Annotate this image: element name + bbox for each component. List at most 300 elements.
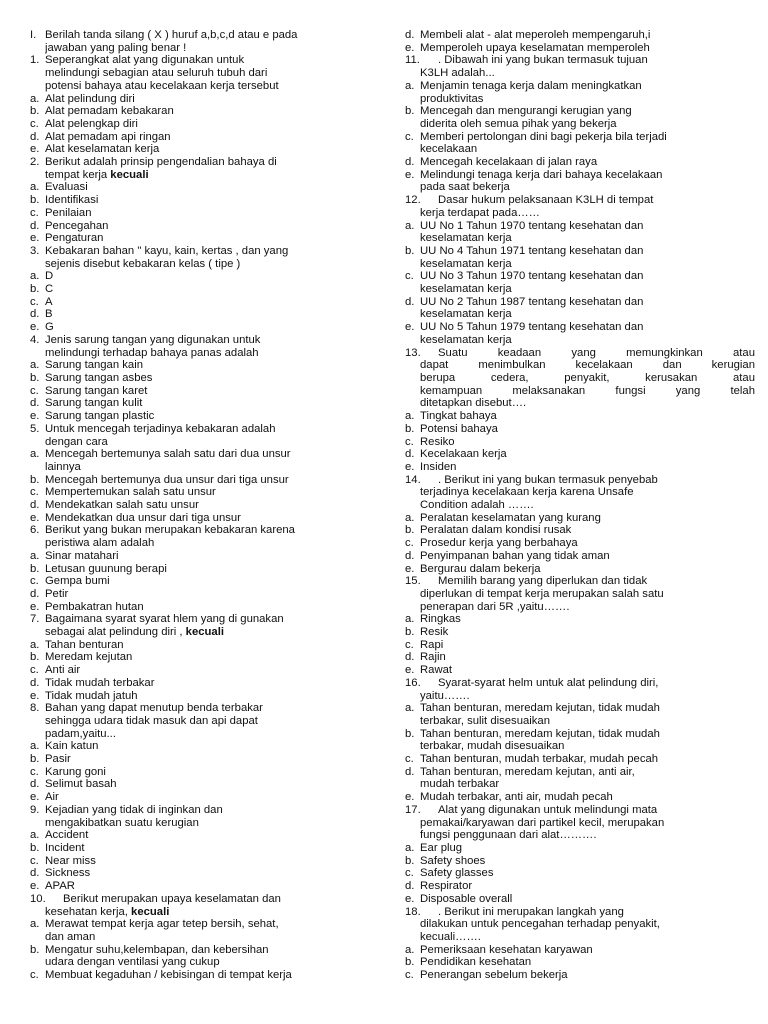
line-text <box>45 245 386 258</box>
line-text <box>438 194 755 207</box>
line-text <box>45 804 386 817</box>
continuation-line <box>405 359 755 372</box>
line-text <box>420 232 755 245</box>
question-line <box>30 54 386 67</box>
text-segment: Memilih barang yang diperlukan dan tidak <box>438 575 648 588</box>
answer-option <box>30 93 386 106</box>
line-text <box>420 258 755 271</box>
option-letter: b. <box>405 626 415 639</box>
text-segment: Resik <box>420 626 449 639</box>
option-letter: e. <box>405 664 415 677</box>
line-text <box>420 29 755 42</box>
line-text <box>45 347 386 360</box>
text-segment: dilakukan untuk pencegahan terhadap penyakit, <box>420 918 660 931</box>
question-number: 17. <box>405 803 421 816</box>
option-letter: d. <box>30 130 40 143</box>
text-segment: pada saat bekerja <box>420 181 510 194</box>
option-letter: b. <box>30 753 40 766</box>
text-segment: Memperoleh upaya keselamatan memperoleh <box>420 41 650 54</box>
option-letter: d. <box>30 499 40 512</box>
text-segment: Petir <box>45 587 69 600</box>
answer-option <box>30 296 386 309</box>
line-text <box>45 474 386 487</box>
text-segment: Rajin <box>420 651 446 664</box>
text-segment: tempat kerja <box>45 168 108 181</box>
line-text <box>438 804 755 817</box>
line-text <box>45 639 386 652</box>
line-text <box>420 436 755 449</box>
line-text <box>45 80 386 93</box>
line-text <box>45 423 386 436</box>
right-column <box>405 29 755 982</box>
answer-option <box>405 651 755 664</box>
option-letter: d. <box>405 295 415 308</box>
text-segment: Tingkat bahaya <box>420 410 497 423</box>
option-letter: c. <box>405 270 414 283</box>
line-text <box>438 575 755 588</box>
line-text <box>45 93 386 106</box>
line-text <box>45 944 386 957</box>
text-segment: Sickness <box>45 867 91 880</box>
line-text <box>420 524 755 537</box>
question-line <box>405 474 755 487</box>
text-segment: Sarung tangan kain <box>45 359 143 372</box>
option-letter: a. <box>405 511 415 524</box>
text-segment: K3LH adalah... <box>420 67 495 80</box>
option-letter: b. <box>30 842 40 854</box>
line-text <box>45 321 386 334</box>
line-text <box>420 867 755 880</box>
continuation-line <box>405 181 755 194</box>
answer-option <box>405 80 755 93</box>
question-line <box>405 906 755 919</box>
answer-option <box>30 740 386 753</box>
text-segment: Untuk mencegah terjadinya kebakaran adalah <box>45 422 276 435</box>
question-line <box>405 804 755 817</box>
line-text <box>420 969 755 982</box>
line-text <box>45 601 386 614</box>
answer-option <box>30 474 386 487</box>
continuation-line <box>405 385 755 398</box>
question-line <box>30 893 386 906</box>
line-text <box>420 918 755 931</box>
continuation-line <box>30 931 386 944</box>
answer-option <box>405 321 755 334</box>
answer-option <box>30 677 386 690</box>
text-segment: Meredam kejutan <box>45 651 133 664</box>
text-segment: Pemeriksaan kesehatan karyawan <box>420 943 593 956</box>
answer-option <box>405 461 755 474</box>
line-text <box>45 690 386 703</box>
text-segment: Tahan benturan, mudah terbakar, mudah pecah <box>420 753 659 766</box>
line-text <box>45 461 386 474</box>
line-text <box>420 283 755 296</box>
question-number: 7. <box>30 613 40 626</box>
text-segment: mudah terbakar <box>420 778 500 791</box>
line-text <box>420 321 755 334</box>
answer-option <box>30 220 386 233</box>
answer-option <box>30 944 386 957</box>
option-letter: a. <box>405 702 415 715</box>
answer-option <box>405 220 755 233</box>
question-line <box>30 702 386 715</box>
continuation-line <box>30 67 386 80</box>
text-segment: keselamatan kerja <box>420 257 512 270</box>
question-number: 9. <box>30 803 40 816</box>
text-segment: UU No 2 Tahun 1987 tentang kesehatan dan <box>420 295 644 308</box>
line-text <box>420 410 755 423</box>
line-text <box>420 105 755 118</box>
continuation-line <box>30 42 386 55</box>
line-text <box>420 334 755 347</box>
line-text <box>420 181 755 194</box>
line-text <box>45 906 386 919</box>
answer-option <box>30 118 386 131</box>
text-segment: UU No 4 Tahun 1971 tentang kesehatan dan <box>420 244 644 257</box>
line-text <box>420 499 755 512</box>
answer-option <box>30 575 386 588</box>
text-segment: UU No 5 Tahun 1979 tentang kesehatan dan <box>420 321 644 334</box>
text-segment: Tahan benturan, meredam kejutan, tidak mudah <box>420 727 660 740</box>
continuation-line <box>405 93 755 106</box>
line-text <box>420 296 755 309</box>
answer-option <box>30 550 386 563</box>
line-text <box>420 397 755 410</box>
text-segment: lainnya <box>45 460 81 473</box>
continuation-line <box>30 461 386 474</box>
text-segment: Tidak mudah terbakar <box>45 676 155 689</box>
continuation-line <box>405 588 755 601</box>
answer-option <box>30 829 386 842</box>
text-segment: . Berikut ini merupakan langkah yang <box>438 905 624 918</box>
option-letter: e. <box>405 168 415 181</box>
text-segment: terbakar, mudah disesuaikan <box>420 740 565 753</box>
text-segment: Sarung tangan asbes <box>45 371 153 384</box>
option-letter: d. <box>30 397 40 410</box>
line-text <box>420 93 755 106</box>
answer-option <box>405 537 755 550</box>
continuation-line <box>30 728 386 741</box>
option-letter: b. <box>30 473 40 486</box>
answer-option <box>30 918 386 931</box>
text-segment: Berikut yang bukan merupakan kebakaran karena <box>45 524 295 537</box>
option-letter: d. <box>30 308 40 321</box>
text-segment: Penerangan sebelum bekerja <box>420 969 568 982</box>
answer-option <box>30 372 386 385</box>
option-letter: b. <box>30 562 40 575</box>
text-segment: . Berikut ini yang bukan termasuk penyebab <box>438 473 658 486</box>
text-segment: Prosedur kerja yang berbahaya <box>420 537 578 550</box>
answer-option <box>30 601 386 614</box>
text-segment: diderita oleh semua pihak yang bekerja <box>420 117 617 130</box>
line-text <box>45 817 386 830</box>
text-segment: Incident <box>45 842 85 854</box>
line-text <box>45 448 386 461</box>
continuation-line <box>405 67 755 80</box>
option-letter: c. <box>30 854 39 867</box>
question-number: 16. <box>405 676 421 689</box>
text-segment: Pendidikan kesehatan <box>420 956 532 969</box>
text-segment: Rawat <box>420 664 453 677</box>
option-letter: e. <box>30 143 40 156</box>
text-segment: UU No 1 Tahun 1970 tentang kesehatan dan <box>420 219 644 232</box>
text-segment: Pencegahan <box>45 219 109 232</box>
option-letter: b. <box>30 194 40 207</box>
text-segment: UU No 3 Tahun 1970 tentang kesehatan dan <box>420 270 644 283</box>
option-letter: a. <box>30 448 40 461</box>
answer-option <box>405 753 755 766</box>
question-number: 13. <box>405 346 421 359</box>
line-text <box>420 220 755 233</box>
text-segment: Berilah tanda silang ( X ) huruf a,b,c,d atau e pada <box>45 29 298 41</box>
line-text <box>45 143 386 156</box>
text-segment: keselamatan kerja <box>420 283 512 296</box>
text-segment: Melindungi tenaga kerja dari bahaya kecelakaan <box>420 168 663 181</box>
line-text <box>45 220 386 233</box>
option-letter: d. <box>405 156 415 169</box>
line-text <box>45 512 386 525</box>
answer-option <box>405 626 755 639</box>
option-letter: e. <box>30 880 40 893</box>
line-text <box>45 436 386 449</box>
line-text <box>420 829 755 842</box>
answer-option <box>405 855 755 868</box>
text-segment: Mendekatkan dua unsur dari tiga unsur <box>45 511 241 524</box>
text-segment: kesehatan kerja, <box>45 905 128 918</box>
answer-option <box>30 448 386 461</box>
text-segment: Sinar matahari <box>45 549 119 562</box>
answer-option <box>405 105 755 118</box>
text-segment: Mengatur suhu,kelembapan, dan kebersihan <box>45 943 269 956</box>
text-segment: yaitu……. <box>420 689 470 702</box>
answer-option <box>30 690 386 703</box>
line-text <box>420 817 755 830</box>
line-text <box>45 740 386 753</box>
answer-option <box>30 181 386 194</box>
question-line <box>30 804 386 817</box>
answer-option <box>405 728 755 741</box>
continuation-line <box>405 397 755 410</box>
question-line <box>405 677 755 690</box>
option-letter: d. <box>405 880 415 893</box>
text-segment: APAR <box>45 880 75 893</box>
option-letter: d. <box>405 651 415 664</box>
text-segment: Peralatan keselamatan yang kurang <box>420 511 601 524</box>
answer-option <box>405 245 755 258</box>
continuation-line <box>405 372 755 385</box>
line-text <box>45 385 386 398</box>
line-text <box>45 626 386 639</box>
question-number: 15. <box>405 575 421 588</box>
option-letter: a. <box>30 181 40 194</box>
text-segment: Respirator <box>420 880 473 893</box>
option-letter: e. <box>30 321 40 334</box>
line-text <box>45 486 386 499</box>
text-segment: Alat pelengkap diri <box>45 117 138 130</box>
text-segment: peristiwa alam adalah <box>45 537 155 550</box>
answer-option <box>30 359 386 372</box>
answer-option <box>30 270 386 283</box>
line-text <box>45 880 386 893</box>
text-segment: produktivitas <box>420 92 484 105</box>
question-line <box>30 524 386 537</box>
text-segment: fungsi penggunaan dari alat………. <box>420 829 597 842</box>
option-letter: c. <box>30 765 39 778</box>
line-text <box>438 906 755 919</box>
question-number: 3. <box>30 244 40 257</box>
text-segment: Kebakaran bahan " kayu, kain, kertas , dan yang <box>45 244 289 257</box>
answer-option <box>405 512 755 525</box>
line-text <box>45 715 386 728</box>
line-text <box>420 550 755 563</box>
question-line <box>30 423 386 436</box>
line-text <box>420 563 755 576</box>
text-segment: Alat yang digunakan untuk melindungi mata <box>438 803 658 816</box>
continuation-line <box>405 829 755 842</box>
answer-option <box>405 423 755 436</box>
answer-option <box>405 42 755 55</box>
option-letter: e. <box>405 41 415 54</box>
option-letter: e. <box>405 460 415 473</box>
text-segment: Bahan yang dapat menutup benda terbakar <box>45 702 263 715</box>
text-segment: mengakibatkan suatu kerugian <box>45 816 199 829</box>
text-segment: C <box>45 283 54 296</box>
answer-option <box>405 550 755 563</box>
answer-option <box>30 486 386 499</box>
option-letter: d. <box>405 29 415 41</box>
text-segment: kecuali……. <box>420 930 481 943</box>
option-letter: c. <box>405 537 414 550</box>
line-text <box>45 105 386 118</box>
answer-option <box>30 105 386 118</box>
answer-option <box>30 131 386 144</box>
answer-option <box>405 969 755 982</box>
line-text <box>420 156 755 169</box>
option-letter: a. <box>30 359 40 372</box>
text-segment: dengan cara <box>45 435 108 448</box>
option-letter: a. <box>30 740 40 753</box>
text-segment: Gempa bumi <box>45 575 110 588</box>
option-letter: d. <box>405 549 415 562</box>
line-text <box>45 181 386 194</box>
text-segment: B <box>45 308 53 321</box>
answer-option <box>30 232 386 245</box>
line-text <box>45 702 386 715</box>
answer-option <box>30 880 386 893</box>
answer-option <box>30 207 386 220</box>
line-text <box>45 499 386 512</box>
line-text <box>63 893 386 906</box>
continuation-line <box>405 778 755 791</box>
option-letter: b. <box>30 371 40 384</box>
line-text <box>420 791 755 804</box>
text-segment: Syarat-syarat helm untuk alat pelindung diri, <box>438 676 659 689</box>
text-segment: Bergurau dalam bekerja <box>420 562 541 575</box>
text-segment: Jenis sarung tangan yang digunakan untuk <box>45 333 261 346</box>
answer-option <box>405 156 755 169</box>
line-text <box>420 372 755 385</box>
continuation-line <box>30 80 386 93</box>
text-segment: Potensi bahaya <box>420 422 498 435</box>
answer-option <box>405 944 755 957</box>
answer-option <box>405 524 755 537</box>
continuation-line <box>405 334 755 347</box>
line-text <box>45 169 386 182</box>
question-number: 5. <box>30 422 40 435</box>
text-segment: Alat keselamatan kerja <box>45 143 160 156</box>
question-line <box>405 575 755 588</box>
option-letter: c. <box>30 206 39 219</box>
line-text <box>45 563 386 576</box>
line-text <box>420 537 755 550</box>
answer-option <box>30 194 386 207</box>
answer-option <box>30 651 386 664</box>
continuation-line <box>405 258 755 271</box>
text-segment: dapat menimbulkan kecelakaan dan kerugian <box>420 359 755 372</box>
line-text <box>420 359 755 372</box>
text-segment: Selimut basah <box>45 778 117 791</box>
line-text <box>420 385 755 398</box>
line-text <box>420 131 755 144</box>
text-segment: Sarung tangan kulit <box>45 397 143 410</box>
question-number: 11. <box>405 54 420 67</box>
text-segment: Membeli alat - alat meperoleh mempengaruh,i <box>420 29 651 41</box>
line-text <box>438 474 755 487</box>
question-line <box>30 245 386 258</box>
answer-option <box>405 880 755 893</box>
line-text <box>45 829 386 842</box>
answer-option <box>30 791 386 804</box>
text-segment: keselamatan kerja <box>420 308 512 321</box>
answer-option <box>30 410 386 423</box>
text-segment: Menjamin tenaga kerja dalam meningkatkan <box>420 79 642 92</box>
option-letter: b. <box>30 651 40 664</box>
line-text <box>420 80 755 93</box>
text-segment: melindungi terhadap bahaya panas adalah <box>45 346 259 359</box>
answer-option <box>405 448 755 461</box>
answer-option <box>405 613 755 626</box>
line-text <box>45 308 386 321</box>
line-text <box>420 766 755 779</box>
text-segment: Anti air <box>45 664 81 677</box>
text-segment: sehingga udara tidak masuk dan api dapat <box>45 714 258 727</box>
line-text <box>420 245 755 258</box>
question-number: 4. <box>30 333 40 346</box>
continuation-line <box>30 817 386 830</box>
answer-option <box>30 283 386 296</box>
line-text <box>420 308 755 321</box>
text-segment: Memberi pertolongan dini bagi pekerja bila terjadi <box>420 130 667 143</box>
text-segment: keselamatan kerja <box>420 232 512 245</box>
answer-option <box>405 131 755 144</box>
text-segment: dan aman <box>45 930 96 943</box>
option-letter: e. <box>405 791 415 804</box>
line-text <box>45 918 386 931</box>
question-number: 12. <box>405 194 421 207</box>
line-text <box>438 54 755 67</box>
option-letter: e. <box>405 321 415 334</box>
text-segment: Pembakatran hutan <box>45 600 144 613</box>
option-letter: e. <box>30 689 40 702</box>
left-column <box>30 29 386 982</box>
option-letter: e. <box>30 600 40 613</box>
text-segment: kecelakaan <box>420 143 478 156</box>
answer-option <box>30 842 386 855</box>
line-text <box>45 131 386 144</box>
option-letter: c. <box>405 753 414 766</box>
line-text <box>45 372 386 385</box>
text-segment: G <box>45 321 54 334</box>
